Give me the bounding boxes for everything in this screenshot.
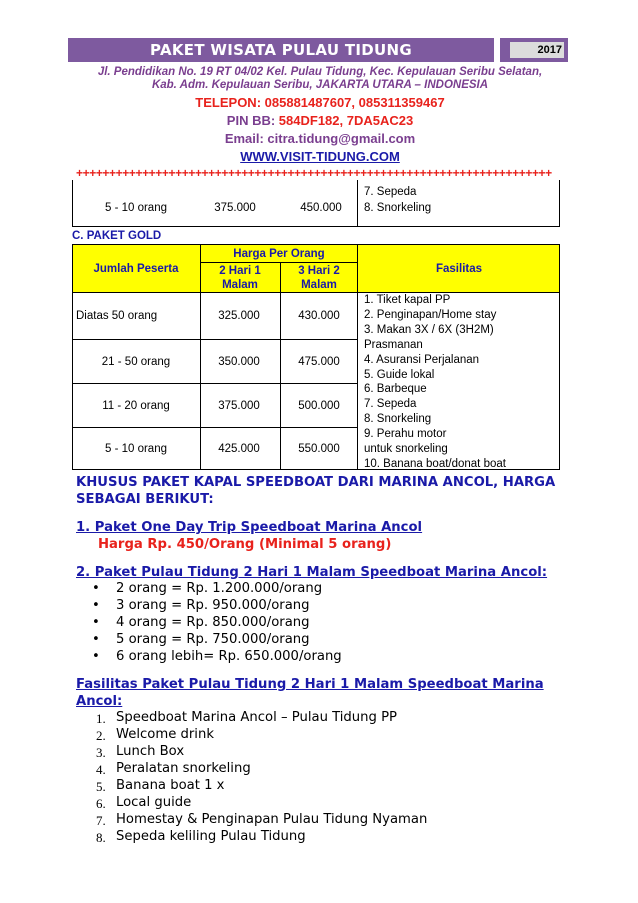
gold-row-price-2h: 350.000 (218, 356, 260, 368)
pinbb-label: PIN BB: (226, 113, 276, 128)
facility-item: Sepeda keliling Pulau Tidung (116, 829, 306, 844)
gold-facility-item: untuk snorkeling (364, 443, 448, 456)
gold-row-price-3h: 500.000 (298, 400, 340, 412)
price-item: 3 orang = Rp. 950.000/orang (116, 598, 310, 613)
bullet-icon: • (92, 649, 100, 664)
telepon-value: 085881487607, 085311359467 (264, 95, 445, 110)
year-box (500, 38, 568, 62)
divider-plus: ++++++++++++++++++++++++++++++++++++++++++++++++++++++++++++++++++++++++ (76, 166, 552, 180)
price-item: 2 orang = Rp. 1.200.000/orang (116, 581, 323, 596)
email-line: Email: citra.tidung@gmail.com (224, 131, 416, 146)
gold-col-peserta: Jumlah Peserta (93, 263, 179, 275)
year-label: 2017 (510, 42, 564, 58)
bullet-icon: • (92, 581, 100, 596)
prev-facility-7: 7. Sepeda (364, 186, 417, 198)
facility-number: 4. (96, 762, 106, 777)
facility-item: Speedboat Marina Ancol – Pulau Tidung PP (116, 710, 397, 725)
facilities-title-1: Fasilitas Paket Pulau Tidung 2 Hari 1 Malam Speedboat Marina (76, 677, 544, 692)
gold-facility-item: 3. Makan 3X / 6X (3H2M) (364, 323, 494, 336)
facility-item: Banana boat 1 x (116, 778, 225, 793)
facility-item: Local guide (116, 795, 192, 810)
facility-item: Welcome drink (116, 727, 214, 742)
page-title: PAKET WISATA PULAU TIDUNG (68, 38, 494, 62)
telepon-label: TELEPON: (195, 95, 262, 110)
gold-row-price-2h: 425.000 (218, 443, 260, 455)
gold-row-price-2h: 325.000 (218, 310, 260, 322)
gold-col-fasilitas: Fasilitas (435, 263, 483, 275)
facility-number: 6. (96, 796, 106, 811)
price-item: 4 orang = Rp. 850.000/orang (116, 615, 310, 630)
gold-facility-item: 5. Guide lokal (364, 368, 435, 381)
gold-facility-item: 2. Penginapan/Home stay (364, 308, 497, 321)
gold-col-harga: Harga Per Orang (233, 248, 325, 260)
facilities-title-2: Ancol: (76, 694, 123, 709)
gold-col-3h-b: Malam (301, 279, 337, 291)
gold-facility-item: 8. Snorkeling (364, 413, 432, 426)
facility-number: 7. (96, 813, 106, 828)
section-gold-title: C. PAKET GOLD (72, 230, 162, 242)
price-item: 5 orang = Rp. 750.000/orang (116, 632, 310, 647)
website-link[interactable]: WWW.VISIT-TIDUNG.COM (240, 149, 400, 164)
gold-row-peserta: 5 - 10 orang (104, 443, 167, 455)
facility-item: Lunch Box (116, 744, 185, 759)
bullet-icon: • (92, 598, 100, 613)
gold-col-2h: 2 Hari 1 (219, 265, 261, 277)
package-1-title: 1. Paket One Day Trip Speedboat Marina Ancol (76, 520, 423, 535)
header-banner (68, 38, 568, 62)
gold-facility-item: 7. Sepeda (364, 398, 417, 411)
prev-row-peserta: 5 - 10 orang (104, 202, 167, 214)
gold-facility-item: Prasmanan (364, 338, 423, 351)
gold-facility-item: 4. Asuransi Perjalanan (364, 353, 480, 366)
gold-row-peserta: 11 - 20 orang (102, 400, 170, 412)
gold-col-3h: 3 Hari 2 (298, 265, 340, 277)
prev-row-price-3h: 450.000 (300, 202, 342, 214)
bullet-icon: • (92, 615, 100, 630)
gold-facility-item: 10. Banana boat/donat boat (364, 457, 506, 470)
gold-row-price-3h: 550.000 (298, 443, 340, 455)
package-1-price: Harga Rp. 450/Orang (Minimal 5 orang) (98, 537, 392, 552)
address-line-2: Kab. Adm. Kepulauan Seribu, JAKARTA UTARA – INDONESIA (151, 79, 489, 91)
pinbb-value: 584DF182, 7DA5AC23 (278, 113, 414, 128)
package-2-title: 2. Paket Pulau Tidung 2 Hari 1 Malam Speedboat Marina Ancol: (76, 565, 548, 580)
facility-number: 1. (96, 711, 106, 726)
facility-number: 3. (96, 745, 106, 760)
facility-number: 8. (96, 830, 106, 845)
facility-item: Peralatan snorkeling (116, 761, 251, 776)
pinbb-line (70, 112, 570, 129)
speedboat-heading-2: SEBAGAI BERIKUT: (76, 492, 214, 507)
price-item: 6 orang lebih= Rp. 650.000/orang (116, 649, 342, 664)
telepon-line (70, 94, 570, 111)
gold-row-price-3h: 475.000 (298, 356, 340, 368)
gold-col-2h-b: Malam (222, 279, 258, 291)
gold-row-price-3h: 430.000 (298, 310, 340, 322)
prev-row-price-2h: 375.000 (214, 202, 256, 214)
gold-facility-item: 6. Barbeque (364, 383, 427, 396)
gold-facility-item: 9. Perahu motor (364, 428, 447, 441)
gold-row-price-2h: 375.000 (218, 400, 260, 412)
facility-number: 5. (96, 779, 106, 794)
address-line-1: Jl. Pendidikan No. 19 RT 04/02 Kel. Pulau Tidung, Kec. Kepulauan Seribu Selatan, (97, 66, 543, 78)
gold-facility-list (364, 293, 560, 472)
prev-facility-8: 8. Snorkeling (364, 202, 432, 214)
bullet-icon: • (92, 632, 100, 647)
gold-row-peserta: 21 - 50 orang (101, 356, 171, 368)
facility-item: Homestay & Penginapan Pulau Tidung Nyaman (116, 812, 428, 827)
gold-facility-item: 1. Tiket kapal PP (364, 294, 451, 306)
facility-number: 2. (96, 728, 106, 743)
speedboat-heading-1: KHUSUS PAKET KAPAL SPEEDBOAT DARI MARINA ANCOL, HARGA (76, 475, 556, 490)
gold-row-peserta: Diatas 50 orang (76, 310, 158, 322)
